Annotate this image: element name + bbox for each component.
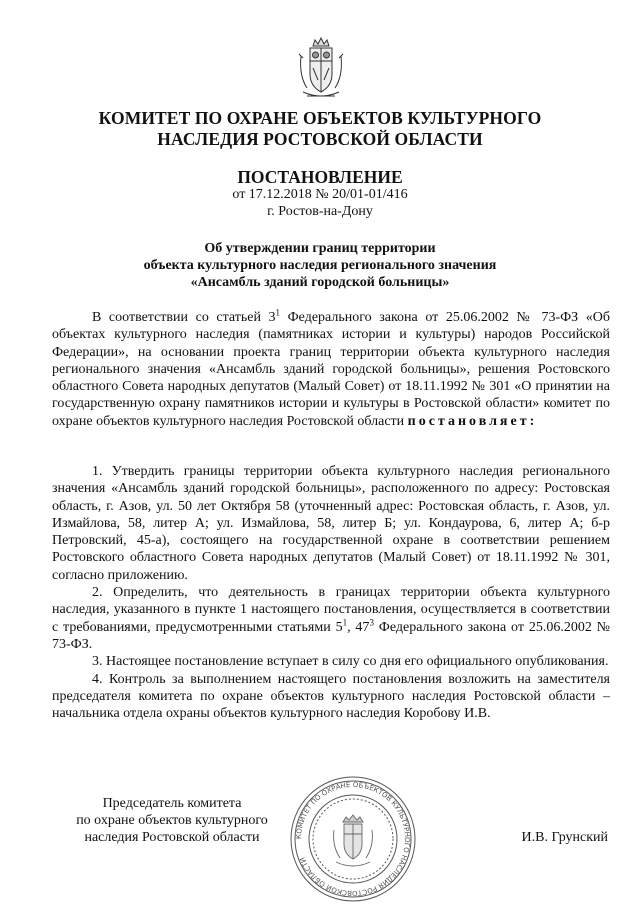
coat-of-arms-icon [293, 36, 349, 100]
document-number: от 17.12.2018 № 20/01-01/416 [232, 187, 408, 202]
signatory-name: И.В. Грунский [521, 830, 608, 845]
organization-name [40, 108, 600, 150]
subject-line-3: «Ансамбль зданий городской больницы» [190, 275, 450, 290]
document-city: г. Ростов-на-Дону [267, 204, 373, 219]
item-4: 4. Контроль за выполнением настоящего постановления возложить на заместителя председателя комитета по охране объектов культурного наследия Ростовской области – начальника отдела охраны объектов культурного наследия Коробову И.В. [52, 671, 610, 722]
superscript: 1 [275, 307, 281, 318]
signatory-position: Председатель комитета по охране объектов культурного наследия Ростовской области [76, 796, 268, 845]
subject-line-1: Об утверждении границ территории [204, 241, 436, 256]
svg-text:КОМИТЕТ ПО ОХРАНЕ ОБЪЕКТОВ КУЛ: КОМИТЕТ ПО ОХРАНЕ ОБЪЕКТОВ КУЛЬТУРНОГО НАСЛЕДИЯ РОСТОВСКОЙ ОБЛАСТИ [294, 780, 412, 898]
decree-items [52, 463, 610, 722]
org-line-2: НАСЛЕДИЯ РОСТОВСКОЙ ОБЛАСТИ [157, 129, 483, 149]
official-seal-icon [288, 774, 418, 904]
decree-word: постановляет: [407, 413, 538, 429]
preamble-paragraph: В соответствии со статьей $3^1$ Федерального закона от 25.06.2002 № 73-ФЗ «Об объектах культурного наследия (памятниках истории и культуры) народов Российской Федерации», на основании проекта границ территории объекта культурного наследия регионального значения «Ансамбль зданий городской больницы», решения Ростовского областного Совета народных депутатов (Малый Совет) от 18.11.1992 № 301 «О принятии на государственную охрану памятников истории и культуры в Ростовской области» комитет по охране объектов культурного наследия Ростовской области постановляет: [52, 307, 610, 429]
org-line-1: КОМИТЕТ ПО ОХРАНЕ ОБЪЕКТОВ КУЛЬТУРНОГО [98, 108, 542, 128]
subject-line-2: объекта культурного наследия регионального значения [143, 258, 497, 273]
document-type: ПОСТАНОВЛЕНИЕ [237, 167, 403, 187]
item-2: 2. Определить, что деятельность в границах территории объекта культурного наследия, указанного в пункте 1 настоящего постановления, осуществляется в соответствии с требованиями, предусмотренными статьями $5^1$, $47^3$ Федерального закона от 25.06.2002 № 73-ФЗ. [52, 585, 611, 652]
item-3: 3. Настоящее постановление вступает в силу со дня его официального опубликования. [92, 654, 609, 670]
item-1: 1. Утвердить границы территории объекта культурного наследия регионального значения «Ансамбль зданий городской больницы», расположенного по адресу: Ростовская область, г. Азов, ул. 50 лет Октября 58 (уточненный адрес: Ростовская область, г. Азов, ул. Измайлова, 58, литер А; ул. Измайлова, 58, литер Б; ул. Кондаурова, 6, литер А; б-р Петровский, 45-а), состоящего на государственной охране в соответствии решением Ростовского областного Совета народных депутатов (Малый Совет) от 18.11.1992 № 301, согласно приложению. [52, 464, 610, 583]
document-subject [40, 240, 600, 291]
